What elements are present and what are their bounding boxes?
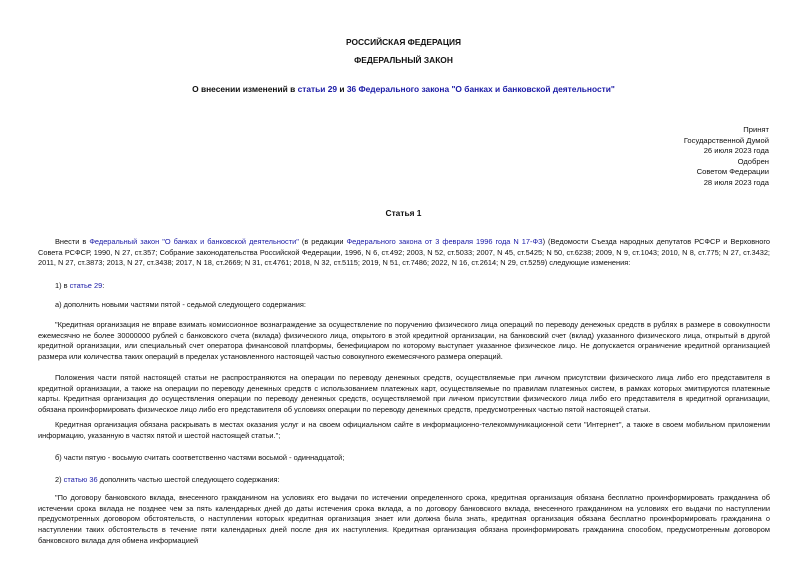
text: 1) в [55, 281, 70, 290]
text: : [102, 281, 105, 290]
quote-paragraph-1: "Кредитная организация не вправе взимать комиссионное вознаграждение за осуществление по поручению физического лица операций по переводу денежных средств в рублях в размере в совокупности ежемесячно не более 30000000 рублей с банковского счета (вклада) физического лица, открытого в этой кредитной организации, на банковский счет (вклад) указанного физического лица, открытый в другой кредитной организации, или специальный счет оператора финансовой платформы, бенефициаром по которому выступает указанное физическое лицо. Не допускается ограничение кредитной организацией размера или количества таких операций в пределах установленного настоящей частью совокупного ежемесячного размера операций. [38, 320, 770, 362]
text: дополнить частью шестой следующего содержания: [97, 475, 280, 484]
title-mid: и [337, 84, 347, 94]
banking-law-link[interactable]: Федеральный закон "О банках и банковской деятельности" [89, 237, 299, 246]
quote-paragraph-3: Кредитная организация обязана раскрывать в местах оказания услуг и на своем официальном сайте в информационно-телекоммуникационной сети "Интернет", а также в своем мобильном приложении информацию, указанную в частях пятой и шестой настоящей статьи."; [38, 420, 770, 440]
article-36-law-link[interactable]: 36 Федерального закона "О банках и банковской деятельности" [346, 84, 615, 94]
article-heading: Статья 1 [385, 208, 422, 218]
item-2 [38, 475, 770, 486]
article-29-ref-link[interactable]: статье 29 [69, 281, 103, 290]
text: 2) [55, 475, 64, 484]
adoption-line: Одобрен [737, 156, 769, 166]
text: Внести в [55, 237, 90, 246]
text: ) (Ведомости Съезда народных депутатов РСФСР и Верховного Совета РСФСР, 1990, N 27, ст.357; Собрание законодательства Российской Федерации, 1996, N 6, ст.492; 2003, N 52, ст.5033; 2007, N 45, ст.5425; N 50, ст.6238; 2009, N 9, ст.1043; 2010, N 8, ст.775; N 27, ст.3432; 2011, N 27, ст.3873; 2013, N 27, ст.3438; 2017, N 18, ст.2669; N 31, ст.4761; 2018, N 32, ст.5115; 2019, N 51, ст.7486; 2022, N 16, ст.2614; N 29, ст.5259) следующие изменения: [38, 237, 770, 268]
adoption-line: Советом Федерации [696, 167, 769, 177]
adoption-line: Государственной Думой [683, 135, 769, 145]
country-heading: РОССИЙСКАЯ ФЕДЕРАЦИЯ [345, 37, 462, 47]
adoption-line: 26 июля 2023 года [703, 146, 769, 156]
article-36-ref-link[interactable]: статью 36 [63, 475, 98, 484]
adoption-line: Принят [743, 125, 769, 134]
title-prefix: О внесении изменений в [192, 84, 298, 94]
doc-type-heading: ФЕДЕРАЛЬНЫЙ ЗАКОН [354, 55, 453, 65]
quote-paragraph-4: "По договору банковского вклада, внесенного гражданином на условиях его выдачи по истечении определенного срока, кредитная организация обязана бесплатно проинформировать гражданина об истечении срока вклада не позднее чем за пять календарных дней до даты истечения срока вклада, а по договору банковского вклада, внесенного гражданином на условиях его выдачи по наступлении предусмотренных договором обстоятельств, о наступлении которых кредитная организация знает или должна была знать, кредитная организация обязана бесплатно проинформировать гражданина о наступлении таких обстоятельств в течение пяти календарных дней после дня их наступления. Кредитная организация обязана проинформировать гражданина способом, предусмотренным договором банковского вклада для обмена информацией [38, 493, 770, 545]
federal-law-1996-link[interactable]: Федерального закона от 3 февраля 1996 года N 17-ФЗ [346, 237, 543, 246]
adoption-line: 28 июля 2023 года [703, 177, 769, 187]
quote-paragraph-2: Положения части пятой настоящей статьи не распространяются на операции по переводу денежных средств, осуществляемые при личном присутствии физического лица либо его представителя в кредитной организации, а также на операции по переводу денежных средств с использованием платежных карт, осуществляемые по правилам платежных систем, в рамках которых эмитируются платежные карты. Кредитная организация до осуществления операции по переводу денежных средств, осуществляемой при личном присутствии физического лица либо его представителя в кредитной организации, обязана проинформировать физическое лицо либо его представителя об условиях операции по переводу денежных средств, предусмотренных частью пятой настоящей статьи. [38, 373, 770, 415]
item-1b: б) части пятую - восьмую считать соответственно частями восьмой - одиннадцатой; [55, 453, 345, 462]
adoption-block [684, 125, 769, 189]
intro-paragraph [38, 237, 770, 269]
article-29-link[interactable]: статьи 29 [297, 84, 338, 94]
item-1 [38, 281, 770, 292]
law-title [0, 84, 807, 94]
text: (в редакции [298, 237, 347, 246]
item-1a: а) дополнить новыми частями пятой - седьмой следующего содержания: [55, 300, 306, 309]
